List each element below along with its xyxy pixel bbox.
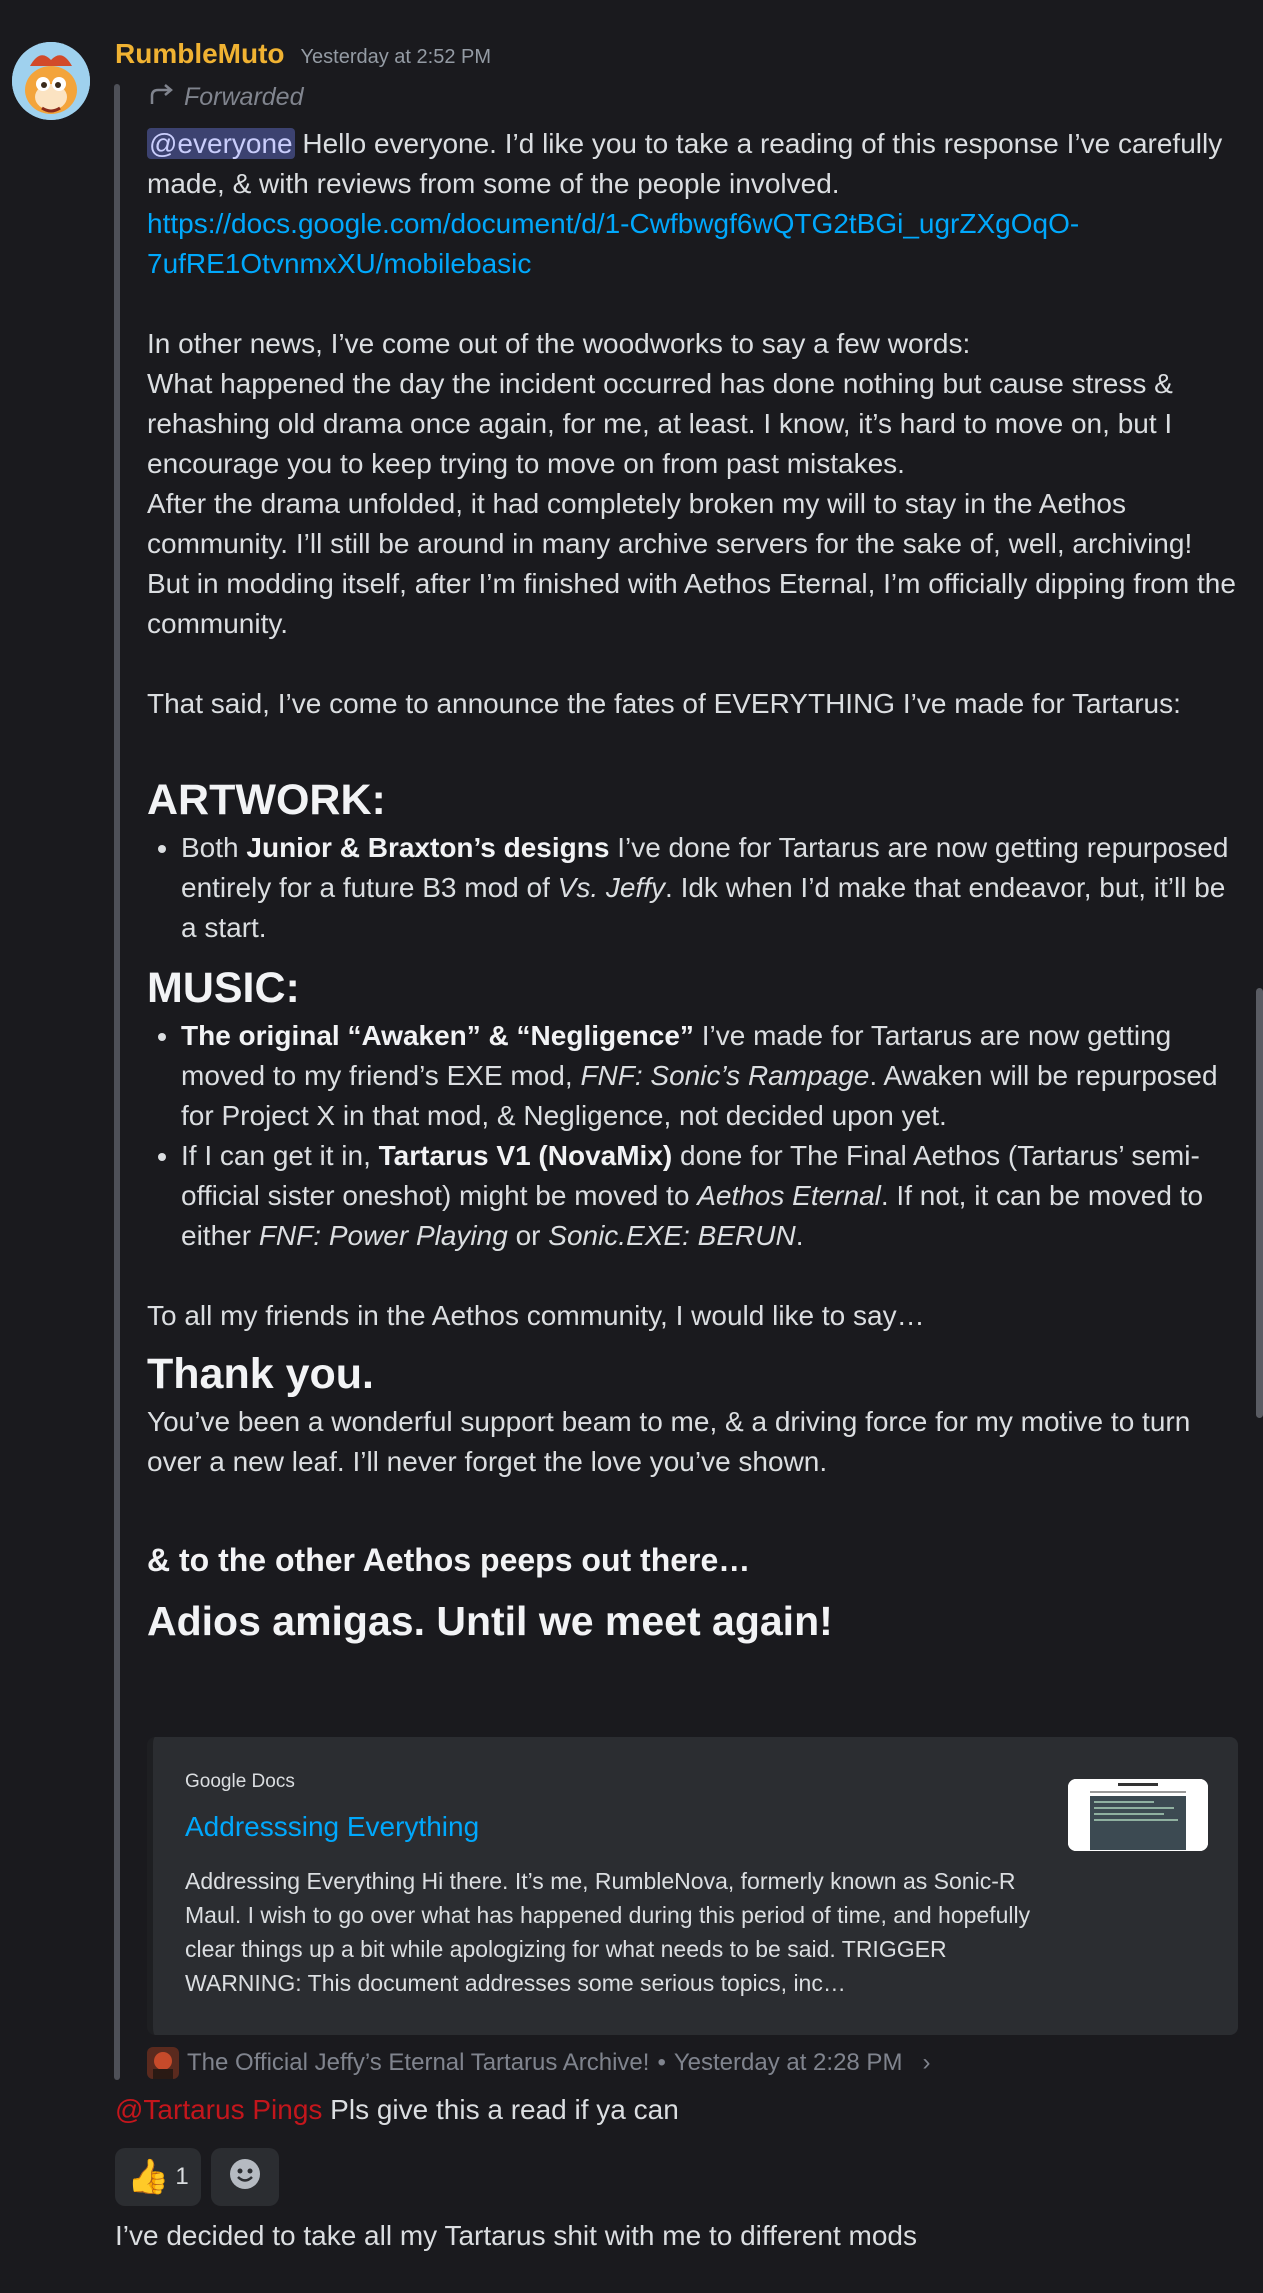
- user-avatar[interactable]: [12, 42, 90, 120]
- thank-you-heading: Thank you.: [147, 1350, 374, 1398]
- link-embed: [147, 1737, 1238, 2035]
- next-message: I’ve decided to take all my Tartarus shit with me to different mods: [115, 2220, 918, 2251]
- chevron-right-icon: ›: [922, 2049, 931, 2076]
- role-mention[interactable]: @Tartarus Pings: [115, 2094, 323, 2125]
- thumbs-up-icon: 👍: [127, 2158, 170, 2196]
- embed-title[interactable]: Addresssing Everything: [185, 1811, 480, 1842]
- forwarded-text: Forwarded: [184, 83, 304, 111]
- message-header: [115, 38, 491, 70]
- artwork-heading: ARTWORK:: [147, 776, 386, 824]
- fates-paragraph: That said, I’ve come to announce the fates of EVERYTHING I’ve made for Tartarus:: [147, 688, 1181, 719]
- embed-description: Addressing Everything Hi there. It’s me, RumbleNova, formerly known as Sonic-R Maul. I wish to go over what has happened during this period of time, and hopefully clear things up a bit while apologizing for what needs to be said. TRIGGER WARNING: This document addresses some serious topics, inc…: [185, 1868, 1031, 1996]
- add-reaction-icon: [228, 2157, 262, 2198]
- incident-paragraph: What happened the day the incident occurred has done nothing but cause stress & rehashing old drama once again, for me, at least. I know, it’s hard to move on, but I encourage you to keep trying to move on from past mistakes.: [147, 368, 1173, 479]
- username[interactable]: RumbleMuto: [115, 38, 285, 69]
- add-reaction-button[interactable]: [211, 2148, 279, 2206]
- forward-bar: [114, 84, 120, 2080]
- music-list: [147, 1016, 1237, 1256]
- scrollbar-thumb[interactable]: [1256, 988, 1263, 1418]
- embed-thumbnail[interactable]: [1068, 1779, 1208, 1851]
- server-icon: [147, 2047, 179, 2079]
- embed-provider[interactable]: Google Docs: [185, 1771, 295, 1792]
- reactions: [115, 2148, 279, 2206]
- other-peeps-heading: & to the other Aethos peeps out there…: [147, 1542, 751, 1578]
- source-server-name: The Official Jeffy’s Eternal Tartarus Archive!: [187, 2049, 650, 2076]
- music-bullet-2: • If I can get it in, Tartarus V1 (NovaMix) done for The Final Aethos (Tartarus’ semi-official sister oneshot) might be moved to Aethos Eternal. If not, it can be moved to either FNF: Power Playing or Sonic.EXE: BERUN.: [181, 1136, 1237, 1256]
- thumbs-up-reaction[interactable]: [115, 2148, 201, 2206]
- intro-text: Hello everyone. I’d like you to take a reading of this response I’ve carefully made, & with reviews from some of the people involved.: [147, 128, 1223, 199]
- drama-paragraph: After the drama unfolded, it had completely broken my will to stay in the Aethos community. I’ll still be around in many archive servers for the sake of, well, archiving! But in modding itself, after I’m finished with Aethos Eternal, I’m officially dipping from the community.: [147, 488, 1236, 639]
- artwork-list: [147, 828, 1237, 948]
- message-content: [147, 124, 1237, 1650]
- adios-heading: Adios amigas. Until we meet again!: [147, 1598, 833, 1644]
- message-reply: [115, 2094, 679, 2126]
- everyone-mention[interactable]: @everyone: [149, 128, 293, 159]
- intro-paragraph: [147, 124, 1237, 284]
- friends-paragraph: To all my friends in the Aethos community, I would like to say…: [147, 1300, 925, 1331]
- source-separator: •: [657, 2049, 666, 2076]
- reaction-count: 1: [175, 2163, 189, 2190]
- forward-source[interactable]: [147, 2047, 930, 2079]
- google-doc-link[interactable]: https://docs.google.com/document/d/1-Cwfbwgf6wQTG2tBGi_ugrZXgOqO-7ufRE1OtvnmxXU/mobilebasic: [147, 208, 1080, 279]
- news-paragraph: In other news, I’ve come out of the woodworks to say a few words:: [147, 328, 971, 359]
- music-bullet-1: • The original “Awaken” & “Negligence” I’ve made for Tartarus are now getting moved to my friend’s EXE mod, FNF: Sonic’s Rampage. Awaken will be repurposed for Project X in that mod, & Negligence, not decided upon yet.: [181, 1016, 1237, 1136]
- reply-text: Pls give this a read if ya can: [322, 2094, 679, 2125]
- message-timestamp[interactable]: Yesterday at 2:52 PM: [300, 46, 492, 68]
- music-heading: MUSIC:: [147, 964, 300, 1012]
- forwarded-label: [148, 82, 304, 113]
- support-paragraph: You’ve been a wonderful support beam to me, & a driving force for my motive to turn over a new leaf. I’ll never forget the love you’ve shown.: [147, 1406, 1191, 1477]
- source-timestamp: Yesterday at 2:28 PM: [673, 2049, 903, 2076]
- forward-icon: [148, 82, 176, 113]
- artwork-bullet: • Both Junior & Braxton’s designs I’ve done for Tartarus are now getting repurposed entirely for a future B3 mod of Vs. Jeffy. Idk when I’d make that endeavor, but, it’ll be a start.: [181, 828, 1237, 948]
